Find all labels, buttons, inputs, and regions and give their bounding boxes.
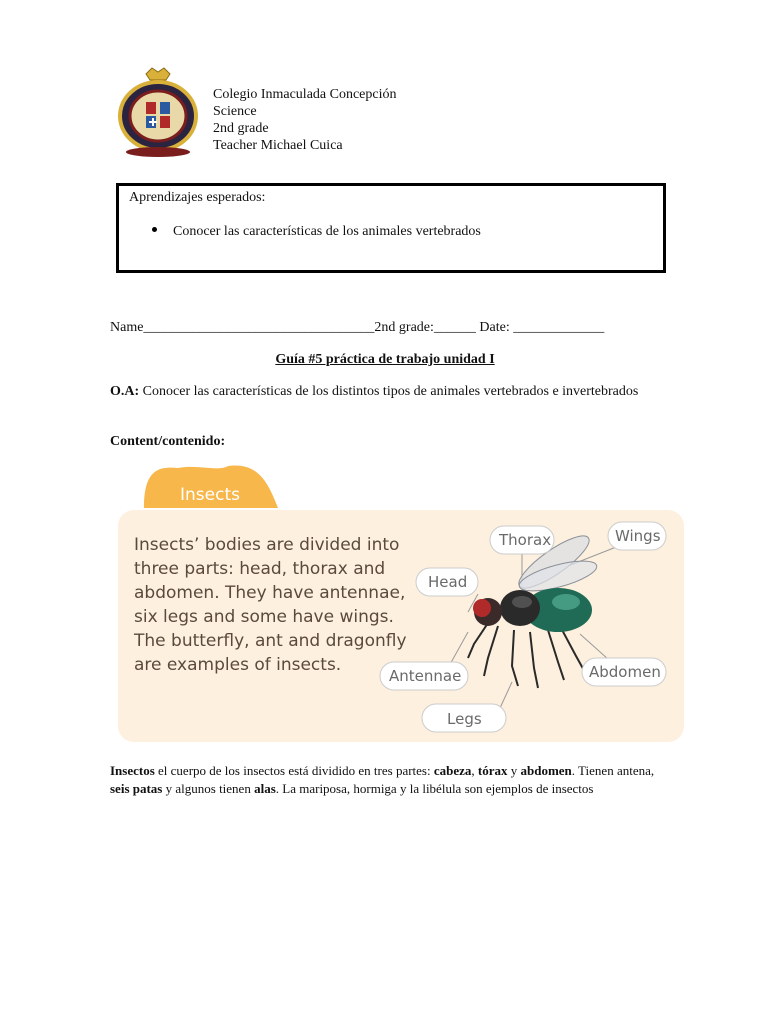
spanish-paragraph xyxy=(110,762,655,798)
label-antennae: Antennae xyxy=(389,667,462,685)
objective xyxy=(110,383,650,401)
guide-title: Guía #5 práctica de trabajo unidad I xyxy=(275,352,495,367)
paragraph-text-1: el cuerpo de los insectos está dividido en tres partes: xyxy=(154,763,434,778)
label-head: Head xyxy=(428,573,468,591)
aprendizajes-bullet xyxy=(152,224,481,240)
objective-text: Conocer las características de los distintos tipos de animales vertebrados e invertebrados xyxy=(139,384,639,399)
paragraph-text-6: . La mariposa, hormiga y la libélula son ejemplos de insectos xyxy=(275,781,594,796)
teacher-name: Teacher Michael Cuica xyxy=(213,138,343,153)
description-line-3: abdomen. They have antennae, xyxy=(134,583,406,603)
objective-label: O.A: xyxy=(110,384,140,399)
school-crest-logo xyxy=(116,66,200,160)
label-wings: Wings xyxy=(615,527,661,545)
aprendizajes-bullet-text: Conocer las características de los animales vertebrados xyxy=(173,224,481,239)
description-line-4: six legs and some have wings. xyxy=(134,607,394,627)
description-line-6: are examples of insects. xyxy=(134,655,342,675)
school-name: Colegio Inmaculada Concepción xyxy=(213,87,397,102)
paragraph-text-3: y xyxy=(507,763,521,778)
paragraph-text-5: y algunos tienen xyxy=(162,781,255,796)
paragraph-bold-abdomen: abdomen xyxy=(520,763,572,778)
label-thorax: Thorax xyxy=(499,531,552,549)
school-header xyxy=(213,86,397,154)
insects-figure xyxy=(118,462,685,744)
bullet-dot-icon xyxy=(152,227,157,232)
paragraph-text-2: , xyxy=(471,763,478,778)
paragraph-bold-torax: tórax xyxy=(477,763,508,778)
name-grade-date-line: Name_________________________________2nd grade:______ Date: _____________ xyxy=(110,320,605,335)
insects-tab-title: Insects xyxy=(180,485,240,505)
aprendizajes-title: Aprendizajes esperados: xyxy=(129,190,266,205)
label-abdomen: Abdomen xyxy=(589,663,661,681)
label-legs: Legs xyxy=(447,710,482,728)
paragraph-text-4: . Tienen antena, xyxy=(571,763,655,778)
paragraph-bold-cabeza: cabeza xyxy=(433,763,472,778)
description-line-1: Insects’ bodies are divided into xyxy=(134,535,400,555)
description-line-5: The butterfly, ant and dragonfly xyxy=(134,631,407,651)
content-label: Content/contenido: xyxy=(110,434,226,449)
grade: 2nd grade xyxy=(213,121,269,136)
paragraph-bold-seis-patas: seis patas xyxy=(110,781,163,796)
paragraph-bold-alas: alas xyxy=(254,781,276,796)
description-line-2: three parts: head, thorax and xyxy=(134,559,386,579)
paragraph-bold-insectos: Insectos xyxy=(110,763,155,778)
subject: Science xyxy=(213,104,257,119)
